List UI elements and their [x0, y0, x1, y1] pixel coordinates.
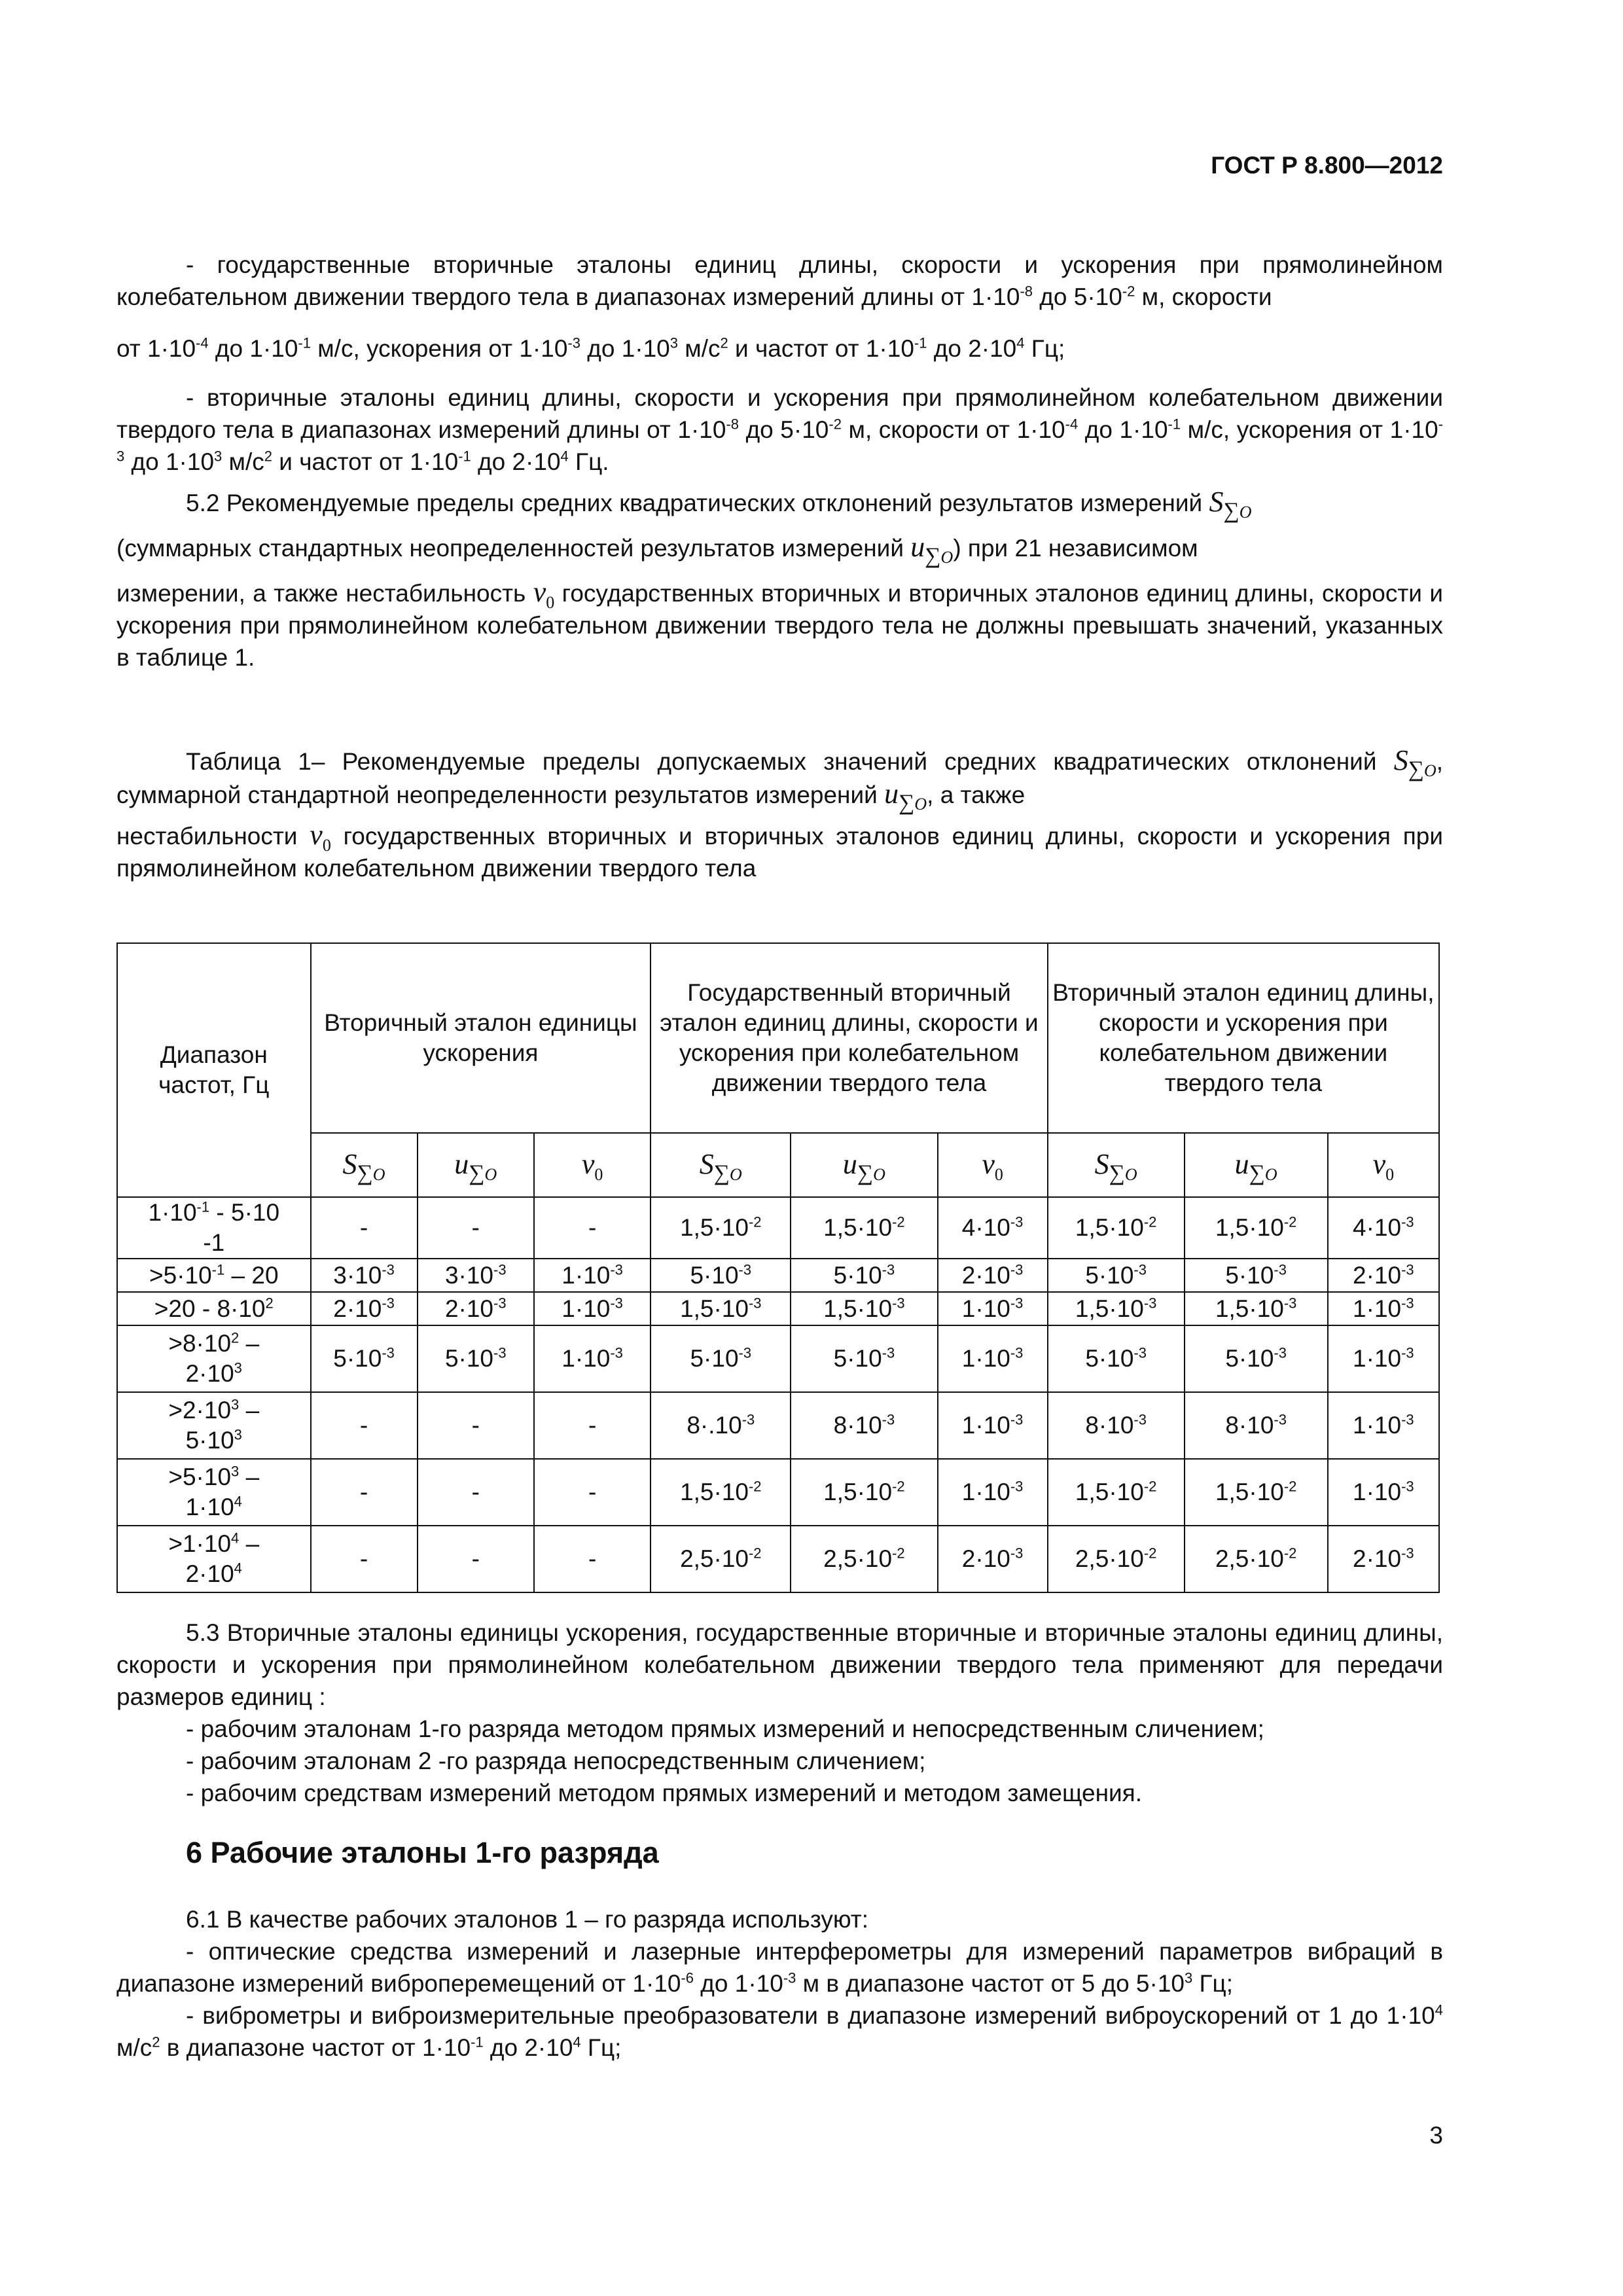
value-cell: $1,5\cdot 10^{-2}$ — [1185, 1459, 1328, 1526]
value-cell: $1,5\cdot 10^{-3}$ — [1048, 1292, 1185, 1325]
section-6-body: 6.1 В качестве рабочих эталонов 1 – го разряда используют: - оптические средства измерений и лазерные интерферометры для измерений параметров вибраций в диапазоне измерений виброперемещений от $1\cdot 10^{-6}$ до $1\cdot 10^{-3}$ м в диапазоне частот от 5 до $5\cdot 10^3$ Гц; - виброметры и виброизмерительные преобразователи в диапазоне измерений виброускорений от 1 до $1\cdot 10^4$ $м/с^2$ в диапазоне частот от $1\cdot 10^{-1}$ до $2\cdot 10^4$ Гц; — [116, 1906, 1443, 2061]
value-cell: $5\cdot 10^{-3}$ — [651, 1259, 791, 1292]
table-row — [117, 1459, 1439, 1526]
value-cell: - — [311, 1392, 418, 1459]
value-cell: $8\cdot.10^{-3}$ — [651, 1392, 791, 1459]
value-cell: - — [534, 1526, 651, 1592]
value-cell: $5\cdot 10^{-3}$ — [651, 1325, 791, 1392]
value-cell: $1,5\cdot 10^{-3}$ — [1185, 1292, 1328, 1325]
paragraph-5-3: 5.3 Вторичные эталоны единицы ускорения, государственные вторичные и вторичные эталоны единиц длины, скорости и ускорения при прямолинейном колебательном движении твердого тела применяют для передачи размеров единиц : - рабочим эталонам 1-го разряда методом прямых измерений и непосредственным сличением; - рабочим эталонам 2 -го разряда непосредственным сличением; - рабочим средствам измерений методом прямых измерений и методом замещения. — [116, 1619, 1443, 1806]
value-cell: $1\cdot 10^{-3}$ — [534, 1292, 651, 1325]
page-number: 3 — [1429, 2122, 1443, 2149]
value-cell: $1,5\cdot 10^{-3}$ — [651, 1292, 791, 1325]
symbol-s-header: $S_{\sum O}$ — [651, 1133, 791, 1197]
value-cell: $2,5\cdot 10^{-2}$ — [791, 1526, 937, 1592]
table-caption: Таблица 1– Рекомендуемые пределы допускаемых значений средних квадратических отклонений $S_{\sum O}$, суммарной стандартной неопределенности результатов измерений $u_{\sum O}$, а также нестабильности $v_0$ государственных вторичных и вторичных эталонов единиц длины, скорости и ускорения при прямолинейном колебательном движении твердого тела — [116, 744, 1443, 882]
value-cell: $5\cdot 10^{-3}$ — [1185, 1325, 1328, 1392]
table-row — [117, 1259, 1439, 1292]
value-cell: $3\cdot 10^{-3}$ — [418, 1259, 534, 1292]
value-cell: $2\cdot 10^{-3}$ — [1328, 1526, 1439, 1592]
frequency-range-cell: $>8\cdot 10^2$ – $2\cdot 10^3$ — [117, 1325, 311, 1392]
value-cell: $2\cdot 10^{-3}$ — [418, 1292, 534, 1325]
value-cell: $1,5\cdot 10^{-2}$ — [1185, 1197, 1328, 1259]
symbol-s-header: $S_{\sum O}$ — [1048, 1133, 1185, 1197]
header-state-secondary-standard: Государственный вторичный эталон единиц длины, скорости и ускорения при колебательном движении твердого тела — [651, 943, 1047, 1133]
value-cell: $2,5\cdot 10^{-2}$ — [1185, 1526, 1328, 1592]
value-cell: $4\cdot 10^{-3}$ — [1328, 1197, 1439, 1259]
paragraph-5-2: 5.2 Рекомендуемые пределы средних квадратических отклонений результатов измерений $S_{\sum O}$ (суммарных стандартных неопределенностей результатов измерений $u_{\sum O}$) при 21 независимом измерении, а также нестабильность $v_0$ государственных вторичных и вторичных эталонов единиц длины, скорости и ускорения при прямолинейном колебательном движении твердого тела не должны превышать значений, указанных в таблице 1. — [116, 486, 1444, 671]
section-6-heading: 6 Рабочие эталоны 1-го разряда — [186, 1836, 659, 1869]
value-cell: - — [311, 1526, 418, 1592]
symbol-v-header: $v_0$ — [1328, 1133, 1439, 1197]
frequency-range-cell: $>1\cdot 10^4$ – $2\cdot 10^4$ — [117, 1526, 311, 1592]
value-cell: $1\cdot 10^{-3}$ — [1328, 1459, 1439, 1526]
value-cell: $1\cdot 10^{-3}$ — [1328, 1392, 1439, 1459]
value-cell: $1\cdot 10^{-3}$ — [938, 1459, 1048, 1526]
value-cell: $2\cdot 10^{-3}$ — [1328, 1259, 1439, 1292]
value-cell: $2\cdot 10^{-3}$ — [311, 1292, 418, 1325]
table-row — [117, 1197, 1439, 1259]
value-cell: $1\cdot 10^{-3}$ — [1328, 1292, 1439, 1325]
value-cell: $5\cdot 10^{-3}$ — [791, 1325, 937, 1392]
value-cell: $2\cdot 10^{-3}$ — [938, 1259, 1048, 1292]
frequency-range-cell: $>5\cdot 10^{-1} - 20$ — [117, 1259, 311, 1292]
symbol-s-header: $S_{\sum O}$ — [311, 1133, 418, 1197]
value-cell: - — [311, 1459, 418, 1526]
frequency-range-cell: $>2\cdot 10^3$ – $5\cdot 10^3$ — [117, 1392, 311, 1459]
value-cell: $2\cdot 10^{-3}$ — [938, 1526, 1048, 1592]
frequency-range-cell: $1\cdot 10^{-1} - 5\cdot 10$ -1 — [117, 1197, 311, 1259]
value-cell: $8\cdot 10^{-3}$ — [1048, 1392, 1185, 1459]
value-cell: $1\cdot 10^{-3}$ — [534, 1259, 651, 1292]
value-cell: $2,5\cdot 10^{-2}$ — [651, 1526, 791, 1592]
value-cell: - — [418, 1459, 534, 1526]
value-cell: $1\cdot 10^{-3}$ — [938, 1325, 1048, 1392]
value-cell: - — [534, 1197, 651, 1259]
table-row — [117, 1392, 1439, 1459]
value-cell: $5\cdot 10^{-3}$ — [418, 1325, 534, 1392]
table-row — [117, 1292, 1439, 1325]
header-acceleration-standard: Вторичный эталон единицы ускорения — [311, 943, 651, 1133]
table-1 — [116, 942, 1440, 1593]
frequency-range-cell: $>20 - 8\cdot 10^2$ — [117, 1292, 311, 1325]
value-cell: - — [534, 1459, 651, 1526]
table-row — [117, 1325, 1439, 1392]
symbol-v-header: $v_0$ — [534, 1133, 651, 1197]
value-cell: $1,5\cdot 10^{-2}$ — [791, 1459, 937, 1526]
symbol-u-header: $u_{\sum O}$ — [1185, 1133, 1328, 1197]
value-cell: $4\cdot 10^{-3}$ — [938, 1197, 1048, 1259]
symbol-u-header: $u_{\sum O}$ — [791, 1133, 937, 1197]
paragraph-secondary-standards: - вторичные эталоны единиц длины, скорости и ускорения при прямолинейном колебательном движении твердого тела в диапазонах измерений длины от $1\cdot 10^{-8}$ до $5\cdot 10^{-2}$ м, скорости от $1\cdot 10^{-4}$ до $1\cdot 10^{-1}$ м/с, ускорения от $1\cdot 10^{-3}$ до $1\cdot 10^3$ $м/с^2$ и частот от $1\cdot 10^{-1}$ до $2\cdot 10^4$ Гц. — [116, 384, 1444, 475]
paragraph-state-secondary-standards: - государственные вторичные эталоны единиц длины, скорости и ускорения при прямолинейном колебательном движении твердого тела в диапазонах измерений длины от $1\cdot 10^{-8}$ до $5\cdot 10^{-2}$ м, скорости от $1\cdot 10^{-4}$ до $1\cdot 10^{-1}$ м/с, ускорения от $1\cdot 10^{-3}$ до $1\cdot 10^3$ $м/с^2$ и частот от $1\cdot 10^{-1}$ до $2\cdot 10^4$ Гц; — [116, 251, 1443, 362]
value-cell: $1\cdot 10^{-3}$ — [938, 1292, 1048, 1325]
value-cell: - — [418, 1392, 534, 1459]
value-cell: $8\cdot 10^{-3}$ — [791, 1392, 937, 1459]
value-cell: $1\cdot 10^{-3}$ — [938, 1392, 1048, 1459]
value-cell: $1,5\cdot 10^{-2}$ — [1048, 1459, 1185, 1526]
value-cell: $8\cdot 10^{-3}$ — [1185, 1392, 1328, 1459]
value-cell: $1,5\cdot 10^{-3}$ — [791, 1292, 937, 1325]
frequency-range-cell: $>5\cdot 10^3$ – $1\cdot 10^4$ — [117, 1459, 311, 1526]
value-cell: - — [418, 1526, 534, 1592]
value-cell: - — [534, 1392, 651, 1459]
symbol-v-header: $v_0$ — [938, 1133, 1048, 1197]
value-cell: $1,5\cdot 10^{-2}$ — [1048, 1197, 1185, 1259]
value-cell: - — [418, 1197, 534, 1259]
document-header: ГОСТ Р 8.800—2012 — [1211, 152, 1443, 179]
table-body — [117, 1197, 1439, 1592]
value-cell: $3\cdot 10^{-3}$ — [311, 1259, 418, 1292]
value-cell: $5\cdot 10^{-3}$ — [1048, 1325, 1185, 1392]
value-cell: - — [311, 1197, 418, 1259]
header-frequency-range: Диапазон частот, Гц — [117, 943, 311, 1197]
value-cell: $5\cdot 10^{-3}$ — [1185, 1259, 1328, 1292]
value-cell: $1,5\cdot 10^{-2}$ — [651, 1459, 791, 1526]
value-cell: $1\cdot 10^{-3}$ — [534, 1325, 651, 1392]
table-row — [117, 1526, 1439, 1592]
value-cell: $2,5\cdot 10^{-2}$ — [1048, 1526, 1185, 1592]
value-cell: $1,5\cdot 10^{-2}$ — [791, 1197, 937, 1259]
value-cell: $1\cdot 10^{-3}$ — [1328, 1325, 1439, 1392]
value-cell: $5\cdot 10^{-3}$ — [791, 1259, 937, 1292]
symbol-header-row — [117, 1133, 1439, 1197]
symbol-u-header: $u_{\sum O}$ — [418, 1133, 534, 1197]
value-cell: $5\cdot 10^{-3}$ — [311, 1325, 418, 1392]
value-cell: $1,5\cdot 10^{-2}$ — [651, 1197, 791, 1259]
header-secondary-standard: Вторичный эталон единиц длины, скорости и ускорения при колебательном движении твердого тела — [1048, 943, 1439, 1133]
value-cell: $5\cdot 10^{-3}$ — [1048, 1259, 1185, 1292]
